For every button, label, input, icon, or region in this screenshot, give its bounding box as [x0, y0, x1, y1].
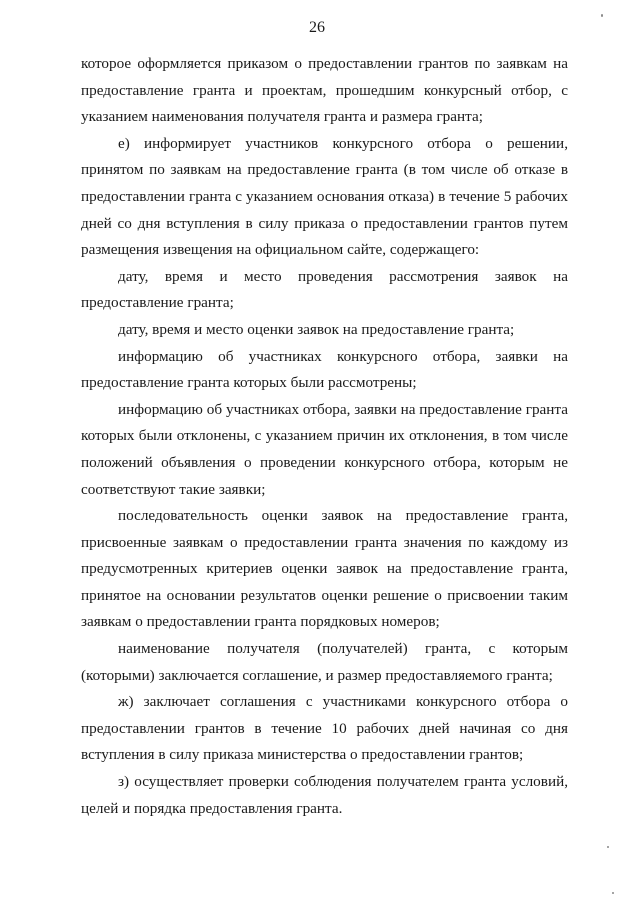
- page-number: 26: [309, 19, 325, 36]
- paragraph: информацию об участниках отбора, заявки на предоставление гранта которых были отклонены, с указанием причин их отклонения, в том числе положений объявления о проведении конкурсного отбора, которым не соответствуют такие заявки;: [81, 400, 568, 498]
- paragraph: е) информирует участников конкурсного отбора о решении, принятом по заявкам на предоставление гранта (в том числе об отказе в предоставлении гранта с указанием основания отказа) в течение 5 рабочих дней со дня вступления в силу приказа о предоставлении грантов путем размещения извещения на официальном сайте, содержащего:: [81, 134, 568, 259]
- paragraph: наименование получателя (получателей) гранта, с которым (которыми) заключается соглашение, и размер предоставляемого гранта;: [81, 640, 568, 684]
- paragraph: которое оформляется приказом о предоставлении грантов по заявкам на предоставление гранта и проектам, прошедшим конкурсный отбор, с указанием наименования получателя гранта и размера гранта;: [81, 55, 568, 126]
- paragraph: информацию об участниках конкурсного отбора, заявки на предоставление гранта которых были рассмотрены;: [81, 347, 568, 392]
- paragraph: з) осуществляет проверки соблюдения получателем гранта условий, целей и порядка предоставления гранта.: [81, 773, 568, 817]
- document-body: [81, 51, 568, 822]
- scan-speck: [612, 892, 614, 894]
- paragraph: дату, время и место проведения рассмотрения заявок на предоставление гранта;: [81, 267, 568, 312]
- scan-speck: [601, 14, 603, 17]
- paragraph: дату, время и место оценки заявок на предоставление гранта;: [118, 320, 515, 338]
- paragraph: последовательность оценки заявок на предоставление гранта, присвоенные заявкам о предоставлении гранта значения по каждому из предусмотренных критериев оценки заявок на предоставление гранта, принятое на основании результатов оценки решение о присвоении таким заявкам о предоставлении гранта порядковых номеров;: [81, 507, 568, 631]
- scan-speck: [607, 846, 609, 848]
- paragraph: ж) заключает соглашения с участниками конкурсного отбора о предоставлении грантов в течение 10 рабочих дней начиная со дня вступления в силу приказа министерства о предоставлении грантов;: [81, 693, 568, 764]
